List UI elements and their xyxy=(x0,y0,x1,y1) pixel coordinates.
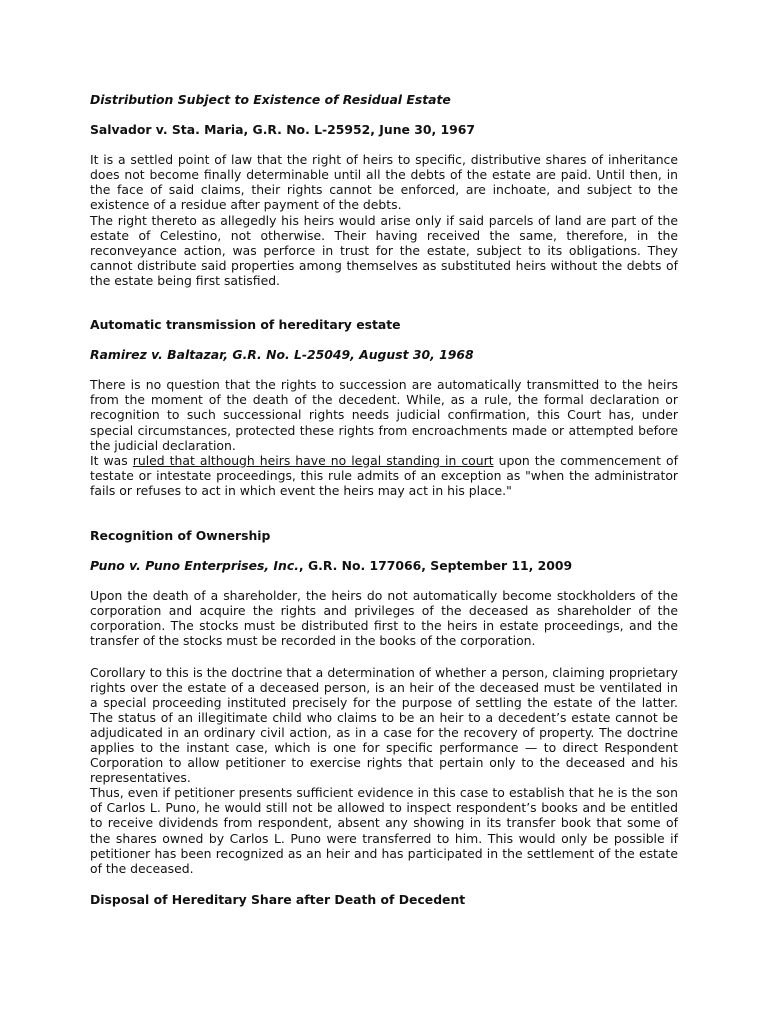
paragraph-ramirez-2-post: upon the commencement of testate or intestate proceedings, this rule admits of an exception as "when the administrator fails or refuses to act in which event the heirs may act in his place." xyxy=(90,452,678,498)
case-citation-puno-name: Puno v. Puno Enterprises, Inc. xyxy=(90,558,299,574)
document-page xyxy=(90,92,678,907)
section-heading-recognition-ownership: Recognition of Ownership xyxy=(90,527,271,543)
paragraph-ramirez-2 xyxy=(90,453,678,498)
section-heading-automatic-transmission: Automatic transmission of hereditary estate xyxy=(90,317,401,333)
paragraph-salvador-2: The right thereto as allegedly his heirs would arise only if said parcels of land are part of the estate of Celestino, not otherwise. Their having received the same, therefore, in the reconveyance action, was perforce in trust for the estate, subject to its obligations. They cannot distribute said properties among themselves as substituted heirs without the debts of the estate being first satisfied. xyxy=(90,212,678,288)
case-citation-salvador: Salvador v. Sta. Maria, G.R. No. L-25952, June 30, 1967 xyxy=(90,122,475,138)
paragraph-ramirez-1: There is no question that the rights to succession are automatically transmitted to the heirs from the moment of the death of the decedent. While, as a rule, the formal declaration or recognition to such successional rights needs judicial confirmation, this Court has, under special circumstances, protected these rights from encroachments made or attempted before the judicial declaration. xyxy=(90,377,678,453)
paragraph-salvador-1: It is a settled point of law that the right of heirs to specific, distributive shares of inheritance does not become finally determinable until all the debts of the estate are paid. Until then, in the face of said claims, their rights cannot be enforced, are inchoate, and subject to the existence of a residue after payment of the debts. xyxy=(90,152,678,213)
paragraph-puno-2: Corollary to this is the doctrine that a determination of whether a person, claiming proprietary rights over the estate of a deceased person, is an heir of the deceased must be ventilated in a special proceeding instituted precisely for the purpose of settling the estate of the latter. The status of an illegitimate child who claims to be an heir to a decedent’s estate cannot be adjudicated in an ordinary civil action, as in a case for the recovery of property. The doctrine applies to the instant case, which is one for specific performance — to direct Respondent Corporation to allow petitioner to exercise rights that pertain only to the deceased and his representatives. xyxy=(90,664,678,786)
case-citation-puno-rest: , G.R. No. 177066, September 11, 2009 xyxy=(298,558,573,574)
paragraph-puno-3: Thus, even if petitioner presents sufficient evidence in this case to establish that he is the son of Carlos L. Puno, he would still not be allowed to inspect respondent’s books and be entitled to receive dividends from respondent, absent any showing in its transfer book that some of the shares owned by Carlos L. Puno were transferred to him. This would only be possible if petitioner has been recognized as an heir and has participated in the settlement of the estate of the deceased. xyxy=(90,785,678,876)
case-citation-ramirez: Ramirez v. Baltazar, G.R. No. L-25049, August 30, 1968 xyxy=(90,347,474,363)
paragraph-puno-1: Upon the death of a shareholder, the heirs do not automatically become stockholders of the corporation and acquire the rights and privileges of the deceased as shareholder of the corporation. The stocks must be distributed first to the heirs in estate proceedings, and the transfer of the stocks must be recorded in the books of the corporation. xyxy=(90,588,678,649)
section-heading-disposal-hereditary-share: Disposal of Hereditary Share after Death of Decedent xyxy=(90,891,466,907)
paragraph-ramirez-2-pre: It was xyxy=(90,452,133,468)
underlined-ruling: ruled that although heirs have no legal standing in court xyxy=(132,452,494,468)
case-citation-puno xyxy=(90,558,678,573)
section-heading-residual-estate: Distribution Subject to Existence of Residual Estate xyxy=(90,92,451,107)
